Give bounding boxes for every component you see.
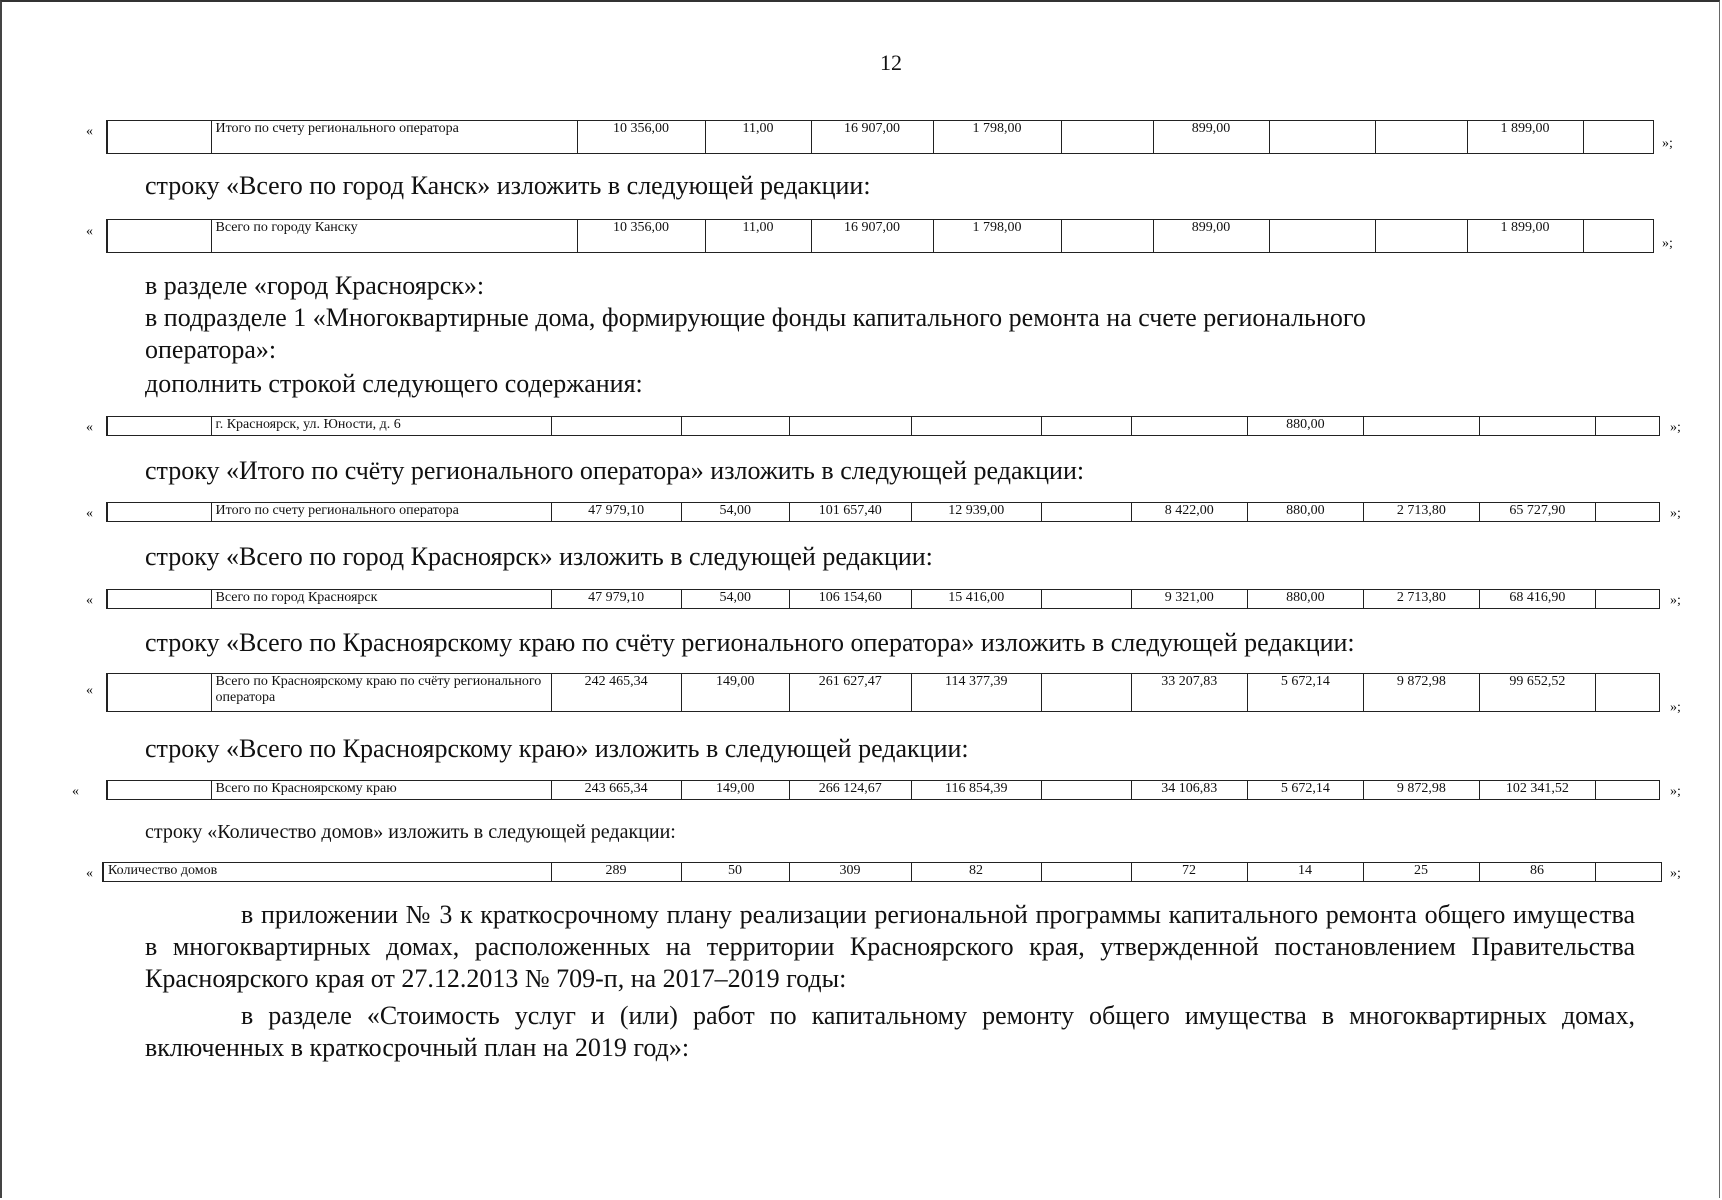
- quote-open: «: [86, 866, 93, 881]
- table-cell: [1061, 220, 1153, 253]
- table-row: [106, 219, 1654, 253]
- table-cell: 72: [1131, 863, 1247, 882]
- table-cell-empty: [107, 503, 211, 522]
- table-cell: 1 899,00: [1467, 121, 1583, 154]
- table-cell: 9 872,98: [1363, 674, 1479, 712]
- table-row: [102, 862, 1662, 882]
- table-cell: 880,00: [1247, 590, 1363, 609]
- table-cell: 309: [789, 863, 911, 882]
- table-cell: 5 672,14: [1247, 674, 1363, 712]
- table-cell: [1269, 121, 1375, 154]
- table-cell: 10 356,00: [577, 121, 705, 154]
- table-cell: 54,00: [681, 503, 789, 522]
- table-cell-label: Всего по город Красноярск: [211, 590, 551, 609]
- table-cell: 266 124,67: [789, 781, 911, 800]
- table-cell-label: Количество домов: [103, 863, 551, 882]
- paragraph: строку «Итого по счёту регионального оператора» изложить в следующей редакции:: [145, 456, 1085, 485]
- table-cell: 65 727,90: [1479, 503, 1595, 522]
- table-cell: 11,00: [705, 121, 811, 154]
- quote-close: »;: [1670, 866, 1681, 881]
- table-cell-empty: [107, 220, 211, 253]
- table-cell-empty: [107, 674, 211, 712]
- table-cell: [789, 417, 911, 436]
- table-cell-label: Всего по Красноярскому краю по счёту регионального оператора: [211, 674, 551, 712]
- quote-open: «: [72, 784, 79, 799]
- table-cell: [1595, 781, 1659, 800]
- quote-close: »;: [1670, 506, 1681, 521]
- table-cell-label: Всего по городу Канску: [211, 220, 577, 253]
- paragraph: строку «Количество домов» изложить в следующей редакции:: [145, 821, 676, 843]
- table-cell: [1131, 417, 1247, 436]
- table-cell: 880,00: [1247, 503, 1363, 522]
- table-cell: [551, 417, 681, 436]
- table-row: [106, 502, 1660, 522]
- quote-close: »;: [1670, 593, 1681, 608]
- table-cell: 9 872,98: [1363, 781, 1479, 800]
- table-row: [106, 780, 1660, 800]
- table-cell: 102 341,52: [1479, 781, 1595, 800]
- table-cell: 2 713,80: [1363, 503, 1479, 522]
- table-cell: 106 154,60: [789, 590, 911, 609]
- table-cell: [1061, 121, 1153, 154]
- paragraph: оператора»:: [145, 335, 277, 364]
- table-cell: 289: [551, 863, 681, 882]
- table-cell: [1041, 503, 1131, 522]
- table-cell: 82: [911, 863, 1041, 882]
- table-cell: 114 377,39: [911, 674, 1041, 712]
- table-cell: 1 798,00: [933, 220, 1061, 253]
- paragraph: в разделе «город Красноярск»:: [145, 271, 485, 300]
- table-cell: 99 652,52: [1479, 674, 1595, 712]
- paragraph: строку «Всего по город Канск» изложить в следующей редакции:: [145, 171, 871, 200]
- table-cell: 50: [681, 863, 789, 882]
- table-cell: 11,00: [705, 220, 811, 253]
- table-cell-label: г. Красноярск, ул. Юности, д. 6: [211, 417, 551, 436]
- paragraph: строку «Всего по Красноярскому краю по счёту регионального оператора» изложить в следующей редакции:: [145, 628, 1355, 657]
- table-cell: 2 713,80: [1363, 590, 1479, 609]
- table-cell: 243 665,34: [551, 781, 681, 800]
- quote-close: »;: [1670, 784, 1681, 799]
- table-cell: [1375, 121, 1467, 154]
- table-cell: [1595, 590, 1659, 609]
- quote-open: «: [86, 224, 93, 239]
- table-cell: [1479, 417, 1595, 436]
- quote-close: »;: [1670, 420, 1681, 435]
- table-cell: 14: [1247, 863, 1363, 882]
- table-cell: 15 416,00: [911, 590, 1041, 609]
- table-cell-empty: [107, 417, 211, 436]
- table-cell-label: Всего по Красноярскому краю: [211, 781, 551, 800]
- table-cell: 16 907,00: [811, 220, 933, 253]
- table-cell: [1041, 590, 1131, 609]
- table-cell: 10 356,00: [577, 220, 705, 253]
- table-cell: 47 979,10: [551, 590, 681, 609]
- table-cell: [1595, 863, 1661, 882]
- quote-close: »;: [1662, 136, 1673, 151]
- table-cell: [1583, 220, 1653, 253]
- quote-open: «: [86, 593, 93, 608]
- table-row: [106, 673, 1660, 712]
- paragraph: в подразделе 1 «Многоквартирные дома, формирующие фонды капитального ремонта на счете регионального: [145, 303, 1366, 332]
- table-row: [106, 416, 1660, 436]
- quote-open: «: [86, 506, 93, 521]
- table-cell: 25: [1363, 863, 1479, 882]
- table-cell: 1 798,00: [933, 121, 1061, 154]
- table-cell: 33 207,83: [1131, 674, 1247, 712]
- table-cell: [1041, 674, 1131, 712]
- table-cell: [1041, 863, 1131, 882]
- table-cell: [911, 417, 1041, 436]
- table-cell: 5 672,14: [1247, 781, 1363, 800]
- table-cell: 16 907,00: [811, 121, 933, 154]
- table-cell: 54,00: [681, 590, 789, 609]
- quote-close: »;: [1670, 700, 1681, 715]
- table-cell: [1041, 781, 1131, 800]
- quote-open: «: [86, 124, 93, 139]
- table-cell: [1041, 417, 1131, 436]
- quote-open: «: [86, 683, 93, 698]
- table-cell: 12 939,00: [911, 503, 1041, 522]
- table-cell: [1595, 417, 1659, 436]
- table-cell: 47 979,10: [551, 503, 681, 522]
- table-cell: [1363, 417, 1479, 436]
- table-cell-empty: [107, 781, 211, 800]
- table-cell: [1375, 220, 1467, 253]
- table-cell: 101 657,40: [789, 503, 911, 522]
- table-cell: 68 416,90: [1479, 590, 1595, 609]
- paragraph: в разделе «Стоимость услуг и (или) работ по капитальному ремонту общего имущества в многоквартирных домах, включенных в краткосрочный план на 2019 год»:: [145, 1001, 1635, 1062]
- quote-close: »;: [1662, 236, 1673, 251]
- table-cell: 8 422,00: [1131, 503, 1247, 522]
- table-cell: [1583, 121, 1653, 154]
- quote-open: «: [86, 420, 93, 435]
- table-cell: 242 465,34: [551, 674, 681, 712]
- paragraph: в приложении № 3 к краткосрочному плану реализации региональной программы капитального ремонта общего имущества в многоквартирных домах, расположенных на территории Красноярского края, утвержденной постановлением Правительства Красноярского края от 27.12.2013 № 709-п, на 2017–2019 годы:: [145, 900, 1635, 993]
- paragraph: строку «Всего по Красноярскому краю» изложить в следующей редакции:: [145, 734, 969, 763]
- table-cell: 9 321,00: [1131, 590, 1247, 609]
- table-cell-label: Итого по счету регионального оператора: [211, 503, 551, 522]
- table-cell: 149,00: [681, 674, 789, 712]
- paragraph: дополнить строкой следующего содержания:: [145, 369, 643, 398]
- table-cell-empty: [107, 121, 211, 154]
- table-cell: [1595, 674, 1659, 712]
- table-cell: 86: [1479, 863, 1595, 882]
- table-cell: 899,00: [1153, 121, 1269, 154]
- paragraph: строку «Всего по город Красноярск» изложить в следующей редакции:: [145, 542, 933, 571]
- table-cell: 880,00: [1247, 417, 1363, 436]
- table-cell-empty: [107, 590, 211, 609]
- table-cell-label: Итого по счету регионального оператора: [211, 121, 577, 154]
- table-row: [106, 120, 1654, 154]
- page-number: 12: [880, 50, 902, 75]
- table-cell: [681, 417, 789, 436]
- table-cell: 116 854,39: [911, 781, 1041, 800]
- table-cell: 149,00: [681, 781, 789, 800]
- table-cell: 261 627,47: [789, 674, 911, 712]
- table-row: [106, 589, 1660, 609]
- table-cell: 34 106,83: [1131, 781, 1247, 800]
- table-cell: [1269, 220, 1375, 253]
- table-cell: [1595, 503, 1659, 522]
- table-cell: 899,00: [1153, 220, 1269, 253]
- table-cell: 1 899,00: [1467, 220, 1583, 253]
